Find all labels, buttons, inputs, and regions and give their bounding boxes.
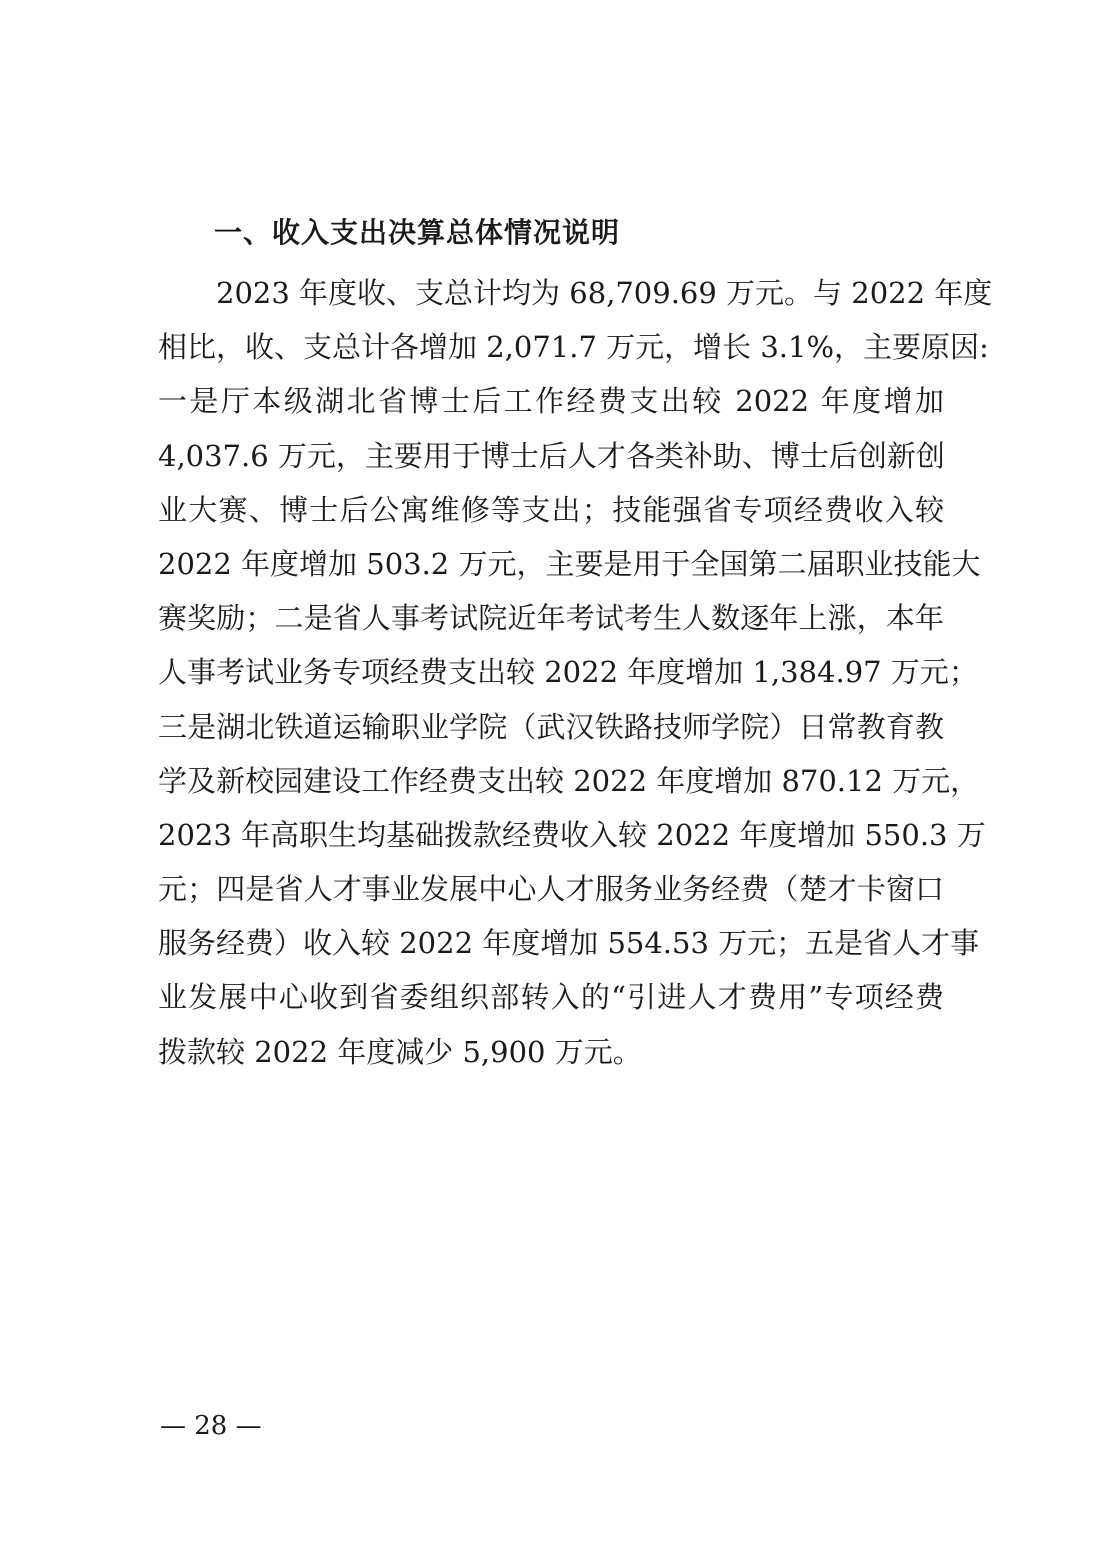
paragraph-line: 相比，收、支总计各增加 2,071.7 万元，增长 3.1%，主要原因: <box>158 330 989 365</box>
paragraph-line: 一是厅本级湖北省博士后工作经费支出较 2022 年度增加 <box>158 384 944 419</box>
body-paragraph <box>158 266 993 1079</box>
paragraph-line: 2023 年高职生均基础拨款经费收入较 2022 年度增加 550.3 万 <box>158 817 986 852</box>
paragraph-line: 人事考试业务专项经费支出较 2022 年度增加 1,384.97 万元； <box>158 655 978 690</box>
paragraph-line: 业大赛、博士后公寓维修等支出；技能强省专项经费收入较 <box>158 492 944 527</box>
section-heading: 一、收入支出决算总体情况说明 <box>214 216 621 249</box>
paragraph-line: 2023 年度收、支总计均为 68,709.69 万元。与 2022 年度 <box>216 276 993 310</box>
paragraph-line: 三是湖北铁道运输职业学院（武汉铁路技师学院）日常教育教 <box>158 709 944 744</box>
paragraph-line: 服务经费）收入较 2022 年度增加 554.53 万元；五是省人才事 <box>158 926 980 961</box>
page-number: — 28 — <box>160 1411 262 1441</box>
paragraph-line: 学及新校园建设工作经费支出较 2022 年度增加 870.12 万元， <box>158 763 980 798</box>
paragraph-line: 拨款较 2022 年度减少 5,900 万元。 <box>158 1034 642 1069</box>
paragraph-line: 赛奖励；二是省人事考试院近年考试考生人数逐年上涨，本年 <box>158 601 944 636</box>
paragraph-line: 元；四是省人才事业发展中心人才服务业务经费（楚才卡窗口 <box>158 872 944 907</box>
paragraph-line: 2022 年度增加 503.2 万元，主要是用于全国第二届职业技能大 <box>158 546 981 581</box>
paragraph-line: 4,037.6 万元，主要用于博士后人才各类补助、博士后创新创 <box>158 438 945 473</box>
paragraph-line: 业发展中心收到省委组织部转入的“引进人才费用”专项经费 <box>158 980 944 1015</box>
